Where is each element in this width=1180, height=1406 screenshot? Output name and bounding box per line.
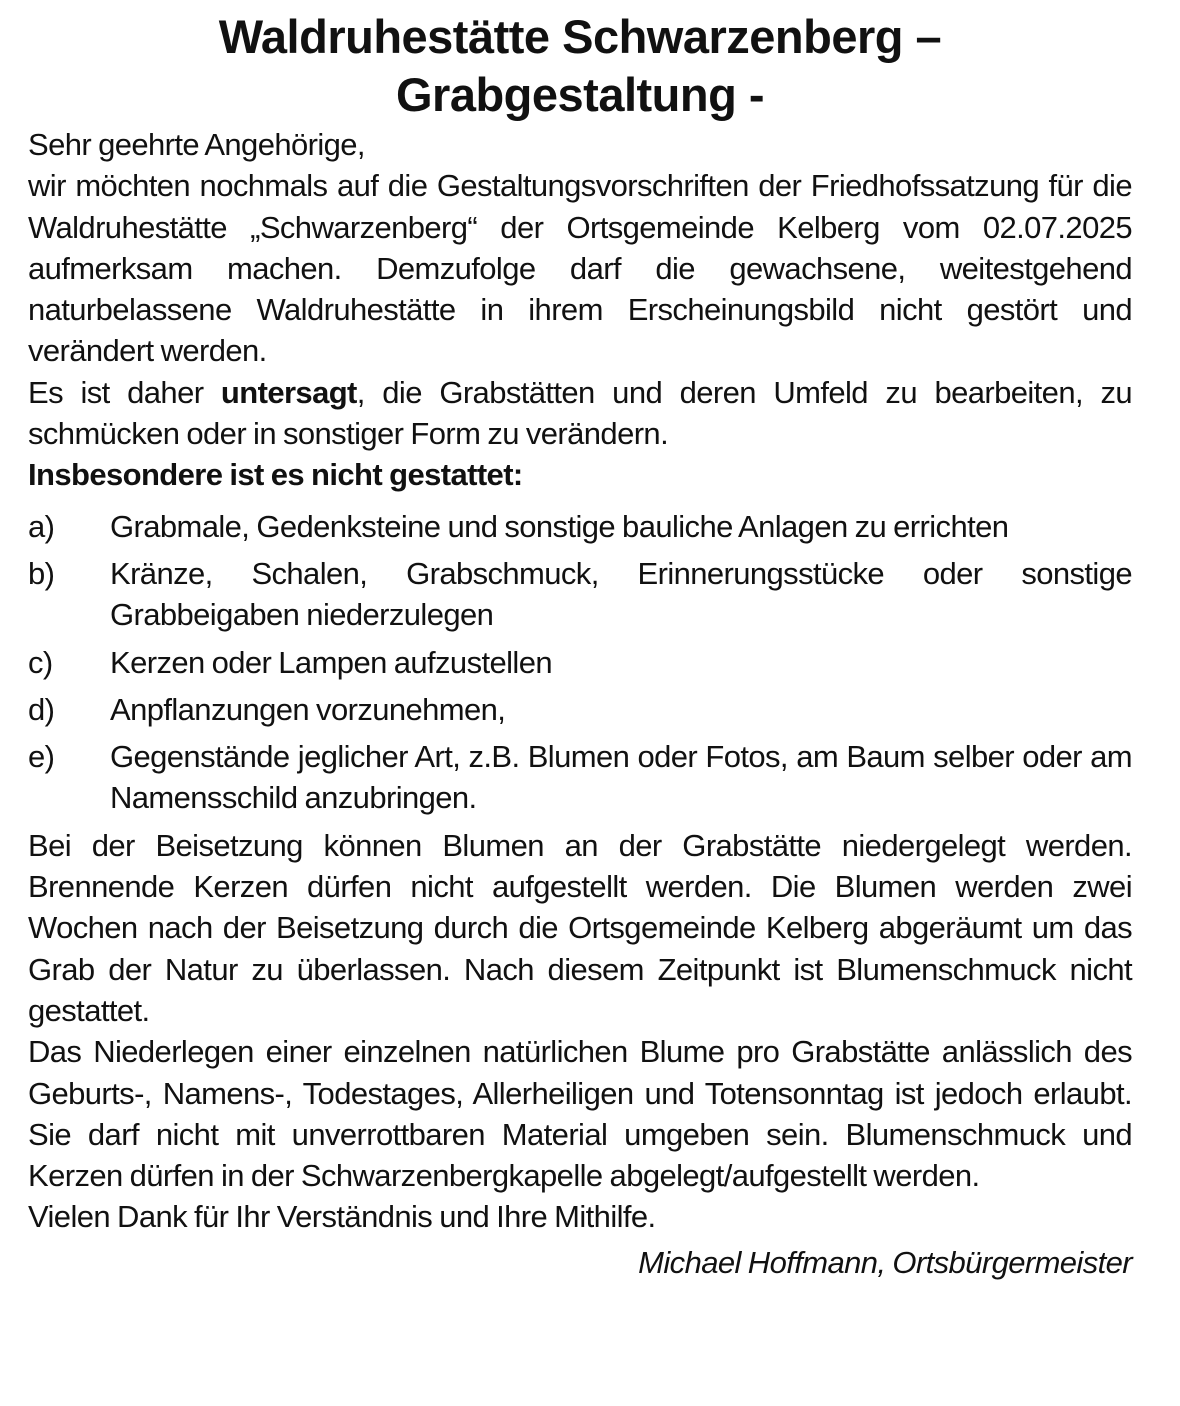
list-heading xyxy=(28,454,1132,495)
list-item xyxy=(28,736,1132,819)
page-title xyxy=(28,8,1132,124)
list-item-text: Gegenstände jeglicher Art, z.B. Blumen oder Fotos, am Baum selber oder am Namensschild anzubringen. xyxy=(110,739,1132,816)
prohibition-paragraph xyxy=(28,372,1132,455)
prohibition-emphasis: untersagt xyxy=(220,374,357,410)
signature: Michael Hoffmann, Ortsbürgermeister xyxy=(638,1244,1132,1280)
title-line-2: Grabgestaltung - xyxy=(395,68,765,121)
prohibited-items-list xyxy=(28,506,1132,819)
list-item-text: Kränze, Schalen, Grabschmuck, Erinnerungsstücke oder sonstige Grabbeigaben niederzulegen xyxy=(110,555,1132,633)
prohibition-text-start: Es ist daher xyxy=(28,374,221,410)
list-item-text: Anpflanzungen vorzunehmen, xyxy=(110,691,506,727)
list-item xyxy=(28,642,1132,683)
list-item-text: Grabmale, Gedenksteine und sonstige bauliche Anlagen zu errichten xyxy=(110,508,1009,544)
list-item-marker: a) xyxy=(28,508,55,544)
title-line-1: Waldruhestätte Schwarzenberg – xyxy=(218,10,942,63)
intro-paragraph: wir möchten nochmals auf die Gestaltungsvorschriften der Friedhofssatzung für die Waldruhestätte „Schwarzenberg“ der Ortsgemeinde Kelberg vom 02.07.2025 aufmerksam machen. Demzufolge darf die gewachsene, weitestgehend naturbelassene Waldruhestätte in ihrem Erscheinungsbild nicht gestört und verändert werden. xyxy=(28,168,1132,369)
notice-body xyxy=(28,124,1132,1283)
list-item-text: Kerzen oder Lampen aufzustellen xyxy=(110,644,552,680)
list-item-marker: c) xyxy=(28,644,53,680)
prohibition-text-end: , die Grabstätten und deren Umfeld zu bearbeiten, zu schmücken oder in sonstiger Form zu verändern. xyxy=(28,374,1132,452)
salutation: Sehr geehrte Angehörige, xyxy=(28,127,365,162)
burial-paragraph: Bei der Beisetzung können Blumen an der Grabstätte niedergelegt werden. Brennende Kerzen dürfen nicht aufgestellt werden. Die Blumen werden zwei Wochen nach der Beisetzung durch die Ortsgemeinde Kelberg abgeräumt um das Grab der Natur zu überlassen. Nach diesem Zeitpunkt ist Blumenschmuck nicht gestattet. xyxy=(28,827,1132,1028)
flower-paragraph: Das Niederlegen einer einzelnen natürlichen Blume pro Grabstätte anlässlich des Geburts-, Namens-, Todestages, Allerheiligen und Totensonntag ist jedoch erlaubt. Sie darf nicht mit unverrottbaren Material umgeben sein. Blumenschmuck und Kerzen dürfen in der Schwarzenbergkapelle abgelegt/aufgestellt werden. xyxy=(28,1034,1132,1194)
list-heading-text: Insbesondere ist es nicht gestattet: xyxy=(28,457,523,493)
notice-page xyxy=(28,8,1132,1283)
list-item-marker: e) xyxy=(28,739,55,775)
list-item xyxy=(28,689,1132,730)
list-item-marker: d) xyxy=(28,691,55,727)
list-item xyxy=(28,506,1132,547)
list-item-marker: b) xyxy=(28,555,55,591)
closing-line: Vielen Dank für Ihr Verständnis und Ihre Mithilfe. xyxy=(28,1199,656,1235)
list-item xyxy=(28,553,1132,636)
